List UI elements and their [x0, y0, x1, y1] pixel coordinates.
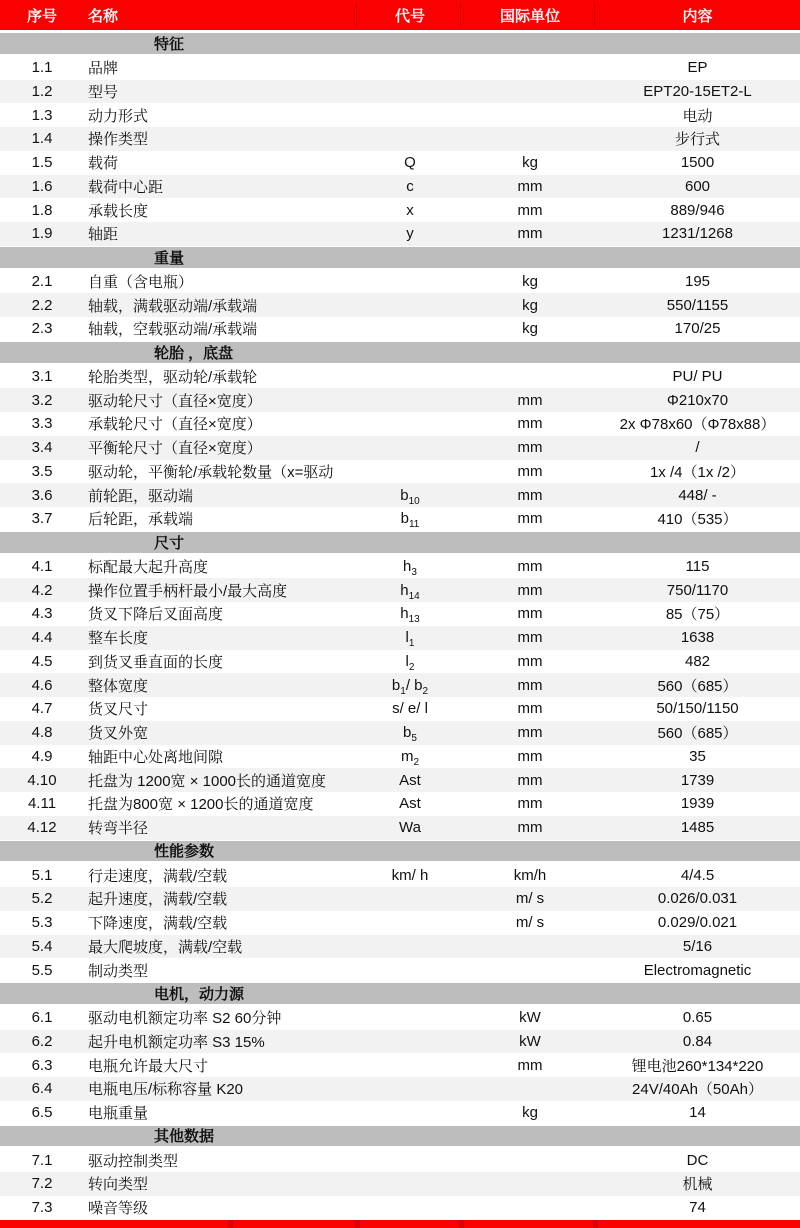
- cell-name: 平衡轮尺寸（直径×宽度）: [88, 440, 262, 458]
- section-header: [0, 1125, 800, 1149]
- cell-name: 货叉外宽: [88, 725, 149, 743]
- cell-value: 1939: [680, 795, 715, 813]
- cell-name: 轴载，满载驱动端/承载端: [88, 297, 258, 315]
- cell-no: 1.3: [31, 106, 53, 124]
- cell-unit: kg: [522, 154, 538, 172]
- spec-row: [0, 863, 800, 887]
- spec-row: [0, 483, 800, 507]
- cell-code: Ast: [399, 771, 421, 789]
- cell-no: 1.5: [31, 154, 53, 172]
- header-divider: [594, 4, 595, 26]
- spec-row: [0, 626, 800, 650]
- cell-value: 0.84: [682, 1032, 713, 1050]
- cell-unit: kg: [522, 1104, 538, 1122]
- cell-code: $l_1$: [405, 629, 415, 647]
- cell-unit: kg: [522, 272, 538, 290]
- cell-unit: mm: [517, 225, 543, 243]
- cell-no: 5.5: [31, 961, 53, 979]
- cell-unit: mm: [517, 510, 543, 528]
- cell-no: 3.6: [31, 486, 53, 504]
- col-header-unit: 国际单位: [499, 7, 560, 25]
- cell-value: 560（685）: [657, 677, 738, 695]
- cell-code: y: [406, 225, 414, 243]
- cell-name: 轴距: [88, 226, 119, 244]
- cell-name: 型号: [88, 83, 119, 101]
- cell-value: 482: [684, 652, 711, 670]
- spec-row: [0, 1030, 800, 1054]
- cell-unit: m/ s: [515, 890, 545, 908]
- cell-name: 驱动轮，平衡轮/承载轮数量（x=驱动: [88, 463, 334, 481]
- cell-value: EPT20-15ET2-L: [643, 82, 752, 100]
- cell-code: s/ e/ l: [392, 700, 428, 718]
- cell-code: $h_{14}$: [400, 581, 420, 599]
- cell-no: 5.2: [31, 890, 53, 908]
- cell-no: 6.3: [31, 1056, 53, 1074]
- cell-name: 承载轮尺寸（直径×宽度）: [88, 416, 262, 434]
- cell-no: 6.2: [31, 1032, 53, 1050]
- cell-name: 电瓶电压/标称容量 K20: [88, 1081, 244, 1099]
- cell-no: 1.8: [31, 201, 53, 219]
- cell-no: 5.4: [31, 937, 53, 955]
- cell-no: 4.9: [31, 747, 53, 765]
- cell-no: 6.4: [31, 1080, 53, 1098]
- cell-name: 噪音等级: [88, 1200, 149, 1218]
- cell-name: 驱动控制类型: [88, 1152, 179, 1170]
- cell-no: 6.1: [31, 1009, 53, 1027]
- spec-row: [0, 697, 800, 721]
- cell-unit: mm: [517, 391, 543, 409]
- cell-no: 6.5: [31, 1104, 53, 1122]
- cell-unit: kW: [519, 1032, 541, 1050]
- cell-code: c: [406, 177, 414, 195]
- cell-unit: m/ s: [515, 914, 545, 932]
- cell-code: $h_{13}$: [400, 605, 420, 623]
- spec-row: [0, 365, 800, 389]
- spec-row: [0, 816, 800, 840]
- cell-name: 货叉尺寸: [88, 701, 149, 719]
- spec-row: [0, 127, 800, 151]
- cell-unit: kg: [522, 296, 538, 314]
- cell-name: 整体宽度: [88, 677, 149, 695]
- cell-no: 2.2: [31, 296, 53, 314]
- col-header-no: 序号: [26, 7, 57, 25]
- cell-no: 4.8: [31, 724, 53, 742]
- cell-no: 4.11: [27, 795, 57, 813]
- spec-row: [0, 507, 800, 531]
- cell-value: 74: [689, 1199, 706, 1217]
- cell-unit: mm: [517, 486, 543, 504]
- cell-code: $b_5$: [403, 724, 417, 742]
- cell-name: 电瓶重量: [88, 1105, 149, 1123]
- spec-row: [0, 768, 800, 792]
- section-header: [0, 246, 800, 270]
- spec-row: [0, 792, 800, 816]
- cell-value: Φ210x70: [666, 391, 729, 409]
- spec-row: [0, 602, 800, 626]
- cell-no: 7.1: [31, 1151, 53, 1169]
- cell-unit: mm: [517, 605, 543, 623]
- col-header-value: 内容: [682, 7, 713, 25]
- cell-name: 标配最大起升高度: [88, 558, 209, 576]
- cell-name: 托盘为 1200宽 × 1000长的通道宽度: [88, 772, 327, 790]
- cell-no: 3.5: [31, 462, 53, 480]
- cell-name: 制动类型: [88, 962, 149, 980]
- cell-value: 170/25: [674, 320, 721, 338]
- cell-unit: mm: [517, 581, 543, 599]
- cell-unit: mm: [517, 771, 543, 789]
- spec-row: [0, 958, 800, 982]
- cell-no: 4.12: [27, 819, 57, 837]
- spec-row: [0, 293, 800, 317]
- cell-value: 步行式: [674, 131, 720, 149]
- cell-no: 1.4: [31, 130, 53, 148]
- cell-unit: mm: [517, 201, 543, 219]
- cell-no: 7.3: [31, 1199, 53, 1217]
- spec-row: [0, 745, 800, 769]
- cell-unit: mm: [517, 676, 543, 694]
- cell-value: 锂电池260*134*220: [631, 1057, 764, 1075]
- table-header-row: [0, 0, 800, 30]
- cell-unit: mm: [517, 439, 543, 457]
- cell-no: 5.3: [31, 914, 53, 932]
- header-divider: [460, 4, 461, 26]
- spec-row: [0, 1172, 800, 1196]
- spec-row: [0, 1077, 800, 1101]
- cell-no: 3.3: [31, 415, 53, 433]
- cell-name: 到货叉垂直面的长度: [88, 653, 224, 671]
- cell-value: 2x Φ78x60（Φ78x88）: [619, 416, 776, 434]
- section-header: [0, 982, 800, 1006]
- cell-unit: mm: [517, 724, 543, 742]
- spec-row: [0, 175, 800, 199]
- cell-code: Ast: [399, 795, 421, 813]
- spec-row: [0, 1148, 800, 1172]
- section-title: 重量: [154, 249, 185, 267]
- header-divider: [356, 4, 357, 26]
- cell-name: 操作类型: [88, 131, 149, 149]
- cell-name: 起升电机额定功率 S3 15%: [88, 1033, 265, 1051]
- spec-row: [0, 270, 800, 294]
- cell-unit: kW: [519, 1009, 541, 1027]
- section-header: [0, 531, 800, 555]
- cell-name: 自重（含电瓶）: [88, 273, 194, 291]
- cell-no: 4.1: [31, 557, 53, 575]
- spec-row: [0, 317, 800, 341]
- cell-no: 4.10: [27, 771, 57, 789]
- cell-name: 下降速度，满载/空载: [88, 915, 228, 933]
- cell-name: 起升速度，满载/空载: [88, 891, 228, 909]
- cell-code: x: [406, 201, 414, 219]
- section-title: 尺寸: [154, 534, 185, 552]
- cell-name: 前轮距，驱动端: [88, 487, 194, 505]
- cell-code: $h_3$: [403, 557, 417, 575]
- spec-row: [0, 198, 800, 222]
- footer-divider: [228, 1220, 233, 1228]
- footer-divider: [593, 1220, 598, 1228]
- cell-value: 1x /4（1x /2）: [649, 463, 746, 481]
- cell-no: 1.1: [31, 59, 53, 77]
- cell-value: 1485: [680, 819, 715, 837]
- cell-code: $l_2$: [405, 652, 415, 670]
- cell-name: 品牌: [88, 60, 119, 78]
- cell-value: 机械: [682, 1176, 713, 1194]
- cell-name: 整车长度: [88, 630, 149, 648]
- cell-unit: mm: [517, 795, 543, 813]
- cell-no: 3.7: [31, 510, 53, 528]
- cell-code: $b_{11}$: [400, 510, 420, 528]
- cell-value: 1739: [680, 771, 715, 789]
- cell-value: 600: [684, 177, 711, 195]
- spec-row: [0, 388, 800, 412]
- cell-code: Q: [404, 154, 416, 172]
- cell-value: 14: [689, 1104, 706, 1122]
- spec-row: [0, 887, 800, 911]
- spec-row: [0, 1196, 800, 1220]
- cell-unit: mm: [517, 652, 543, 670]
- spec-row: [0, 555, 800, 579]
- cell-no: 2.1: [31, 272, 53, 290]
- cell-no: 4.6: [31, 676, 53, 694]
- cell-unit: mm: [517, 747, 543, 765]
- col-header-name: 名称: [88, 7, 119, 25]
- cell-code: $m_2$: [400, 747, 420, 765]
- cell-value: /: [695, 439, 700, 457]
- cell-unit: km/h: [513, 866, 547, 884]
- cell-name: 转弯半径: [88, 820, 149, 838]
- cell-no: 3.4: [31, 439, 53, 457]
- cell-no: 1.2: [31, 82, 53, 100]
- cell-name: 转向类型: [88, 1176, 149, 1194]
- cell-no: 2.3: [31, 320, 53, 338]
- section-title: 特征: [154, 35, 185, 53]
- cell-no: 4.2: [31, 581, 53, 599]
- cell-value: 35: [689, 747, 706, 765]
- cell-no: 4.7: [31, 700, 53, 718]
- cell-value: EP: [687, 59, 708, 77]
- section-title: 轮胎 ，底盘: [154, 344, 234, 362]
- cell-no: 5.1: [31, 866, 53, 884]
- spec-row: [0, 650, 800, 674]
- cell-value: 448/ -: [678, 486, 717, 504]
- cell-name: 轮胎类型，驱动轮/承载轮: [88, 368, 258, 386]
- cell-unit: kg: [522, 320, 538, 338]
- cell-unit: mm: [517, 700, 543, 718]
- cell-name: 轴载，空载驱动端/承载端: [88, 321, 258, 339]
- spec-row: [0, 436, 800, 460]
- cell-unit: mm: [517, 177, 543, 195]
- spec-row: [0, 222, 800, 246]
- cell-no: 1.6: [31, 177, 53, 195]
- cell-unit: mm: [517, 819, 543, 837]
- cell-value: 410（535）: [657, 511, 738, 529]
- section-title: 性能参数: [154, 843, 215, 861]
- cell-code: Wa: [399, 819, 421, 837]
- cell-unit: mm: [517, 629, 543, 647]
- cell-name: 载荷中心距: [88, 178, 164, 196]
- section-header: [0, 840, 800, 864]
- cell-unit: mm: [517, 1056, 543, 1074]
- cell-name: 载荷: [88, 155, 119, 173]
- spec-row: [0, 460, 800, 484]
- cell-unit: mm: [517, 415, 543, 433]
- cell-code: $b_{10}$: [400, 486, 420, 504]
- cell-unit: mm: [517, 557, 543, 575]
- cell-no: 4.5: [31, 652, 53, 670]
- footer-divider: [459, 1220, 464, 1228]
- cell-value: 195: [684, 272, 711, 290]
- cell-value: 0.026/0.031: [657, 890, 738, 908]
- cell-name: 轴距中心处离地间隙: [88, 748, 224, 766]
- spec-row: [0, 911, 800, 935]
- cell-name: 承载长度: [88, 202, 149, 220]
- cell-name: 操作位置手柄杆最小/最大高度: [88, 582, 288, 600]
- section-title: 电机，动力源: [154, 985, 245, 1003]
- cell-value: 1638: [680, 629, 715, 647]
- cell-value: PU/ PU: [672, 367, 723, 385]
- cell-value: 750/1170: [666, 581, 729, 599]
- cell-value: 电动: [682, 107, 713, 125]
- spec-row: [0, 578, 800, 602]
- cell-name: 驱动轮尺寸（直径×宽度）: [88, 392, 262, 410]
- spec-row: [0, 103, 800, 127]
- cell-name: 后轮距，承载端: [88, 511, 194, 529]
- cell-value: 50/150/1150: [656, 700, 739, 718]
- cell-name: 托盘为800宽 × 1200长的通道宽度: [88, 796, 314, 814]
- spec-row: [0, 151, 800, 175]
- footer-accent-bar: [0, 1220, 800, 1228]
- cell-value: 4/4.5: [680, 866, 715, 884]
- section-title: 其他数据: [154, 1128, 215, 1146]
- cell-no: 7.2: [31, 1175, 53, 1193]
- spec-row: [0, 1053, 800, 1077]
- cell-no: 3.1: [31, 367, 53, 385]
- cell-no: 3.2: [31, 391, 53, 409]
- cell-value: DC: [686, 1151, 709, 1169]
- cell-name: 电瓶允许最大尺寸: [88, 1057, 209, 1075]
- spec-row: [0, 721, 800, 745]
- cell-value: 1231/1268: [662, 225, 733, 243]
- cell-name: 最大爬坡度，满载/空载: [88, 938, 243, 956]
- cell-unit: mm: [517, 462, 543, 480]
- cell-name: 货叉下降后叉面高度: [88, 606, 224, 624]
- table-body: [0, 32, 800, 1220]
- spec-row: [0, 673, 800, 697]
- cell-value: 85（75）: [665, 606, 730, 624]
- cell-name: 驱动电机额定功率 S2 60分钟: [88, 1010, 282, 1028]
- col-header-code: 代号: [394, 7, 425, 25]
- cell-code: $b_1/$ $b_2$: [391, 676, 429, 694]
- cell-name: 动力形式: [88, 107, 149, 125]
- spec-row: [0, 56, 800, 80]
- cell-value: 115: [685, 557, 710, 575]
- section-header: [0, 341, 800, 365]
- footer-divider: [355, 1220, 360, 1228]
- spec-row: [0, 412, 800, 436]
- cell-value: 550/1155: [666, 296, 729, 314]
- cell-no: 1.9: [31, 225, 53, 243]
- cell-value: 5/16: [682, 937, 713, 955]
- cell-value: 560（685）: [657, 725, 738, 743]
- spec-row: [0, 80, 800, 104]
- cell-code: km/ h: [391, 866, 429, 884]
- cell-value: 0.029/0.021: [657, 914, 738, 932]
- spec-row: [0, 1006, 800, 1030]
- cell-no: 4.4: [31, 629, 53, 647]
- spec-row: [0, 1101, 800, 1125]
- cell-no: 4.3: [31, 605, 53, 623]
- cell-name: 行走速度，满载/空载: [88, 867, 228, 885]
- cell-value: 889/946: [670, 201, 725, 219]
- cell-value: 0.65: [682, 1009, 713, 1027]
- cell-value: 1500: [680, 154, 715, 172]
- cell-value: Electromagnetic: [643, 961, 752, 979]
- spec-row: [0, 935, 800, 959]
- section-header: [0, 32, 800, 56]
- cell-value: 24V/40Ah（50Ah）: [632, 1081, 763, 1099]
